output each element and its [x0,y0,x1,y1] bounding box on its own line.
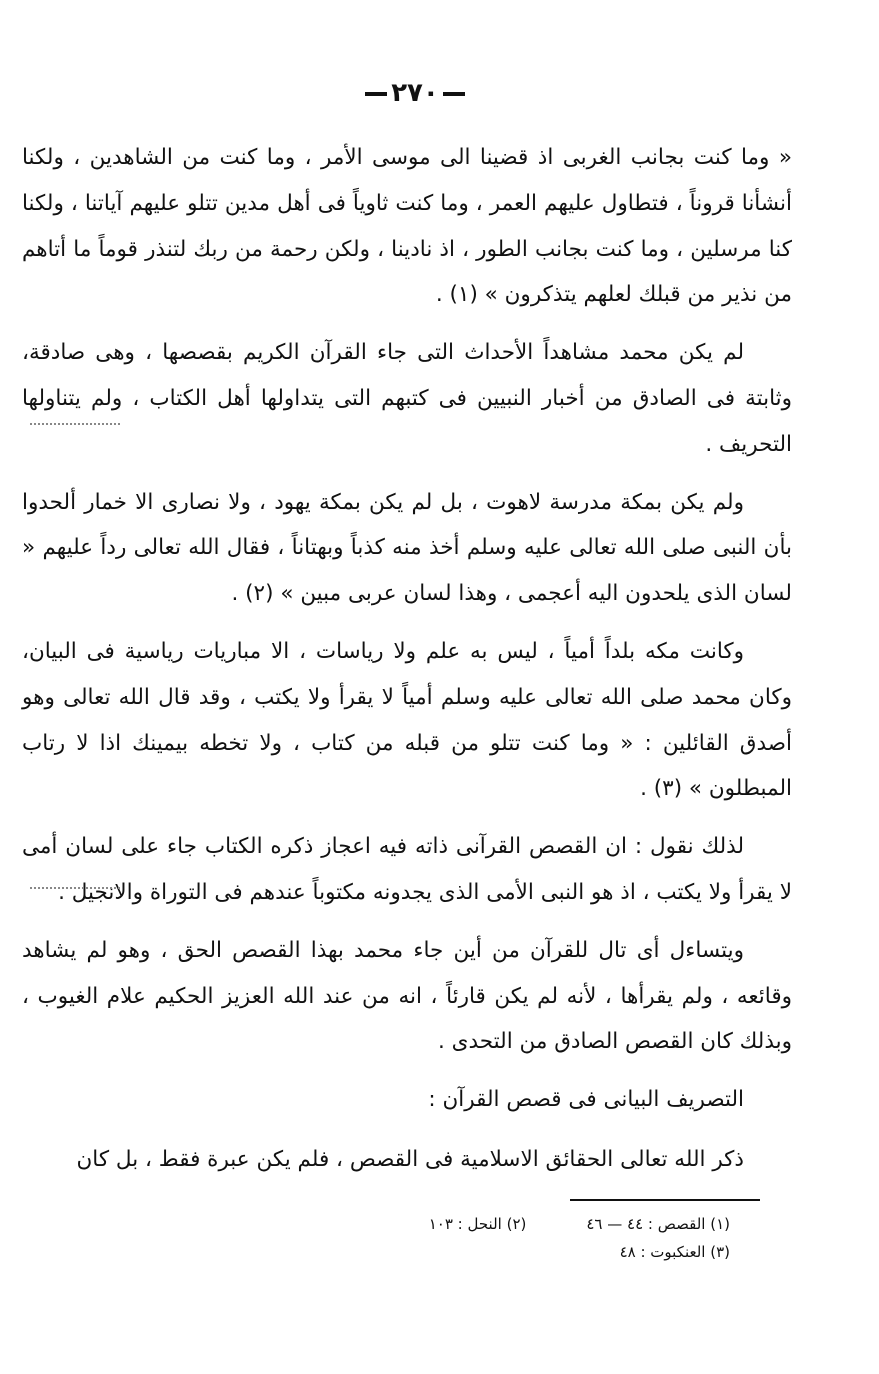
footnotes [300,1210,730,1266]
right-dash [443,92,465,96]
section-heading: التصريف البيانى فى قصص القرآن : [428,1087,744,1113]
page-number [350,78,480,108]
body-text [22,135,792,1195]
dotted-separator [30,887,120,889]
paragraph-6: ويتساءل أى تال للقرآن من أين جاء محمد بهذا القصص الحق ، وهو لم يشاهد وقائعه ، ولم يقرأها ، لأنه لم يكن قارئاً ، انه من عند الله العزيز الحكيم علام الغيوب ، وبذلك كان القصص الصادق من التحدى . [22,937,792,1055]
footnote-row [300,1238,730,1266]
paragraph-last: ذكر الله تعالى الحقائق الاسلامية فى القصص ، فلم يكن عبرة فقط ، بل كان [76,1146,744,1172]
paragraph-2: لم يكن محمد مشاهداً الأحداث التى جاء القرآن الكريم بقصصها ، وهى صادقة، وثابتة فى الصادق من أخبار النبيين فى كتبهم التى يتداولها أهل الكتاب ، ولم يتناولها التحريف . [22,340,792,457]
footnote-2: (٢) النحل : ١٠٣ [428,1215,527,1233]
page-number-text: ٢٧٠ [391,78,439,108]
paragraph-quote-1: « وما كنت بجانب الغربى اذ قضينا الى موسى الأمر ، وما كنت من الشاهدين ، ولكنا أنشأنا قروناً ، فتطاول عليهم العمر ، وما كنت ثاوياً فى أهل مدين تتلو عليهم آياتنا ، ولكنا كنا مرسلين ، وما كنت بجانب الطور ، اذ نادينا ، ولكن رحمة من ربك لتنذر قوماً ما أتاهم من نذير من قبلك لعلهم يتذكرون » (١) . [22,145,792,308]
paragraph-3: ولم يكن بمكة مدرسة لاهوت ، بل لم يكن بمكة يهود ، ولا نصارى الا خمار ألحدوا بأن النبى صلى الله تعالى عليه وسلم أخذ منه كذباً وبهتاناً ، فقال الله تعالى رداً عليهم « لسان الذى يلحدون اليه أعجمى ، وهذا لسان عربى مبين » (٢) . [22,489,792,607]
dotted-separator [30,423,120,425]
left-dash [365,92,387,96]
footnote-1: (١) القصص : ٤٤ — ٤٦ [586,1215,730,1233]
footnote-rule [570,1199,760,1201]
paragraph-4: وكانت مكه بلداً أمياً ، ليس به علم ولا رياسات ، الا مباريات رياسية فى البيان، وكان محمد صلى الله تعالى عليه وسلم أمياً لا يقرأ ولا يكتب ، وقد قال الله تعالى وهو أصدق القائلين : « وما كنت تتلو من قبله من كتاب ، ولا تخطه بيمينك اذا لا رتاب المبطلون » (٣) . [22,638,792,802]
footnote-row [300,1210,730,1238]
paragraph-5: لذلك نقول : ان القصص القرآنى ذاته فيه اعجاز ذكره الكتاب جاء على لسان أمى لا يقرأ ولا يكتب ، اذ هو النبى الأمى الذى يجدونه مكتوباً عندهم فى التوراة والانجيل . [22,834,792,905]
footnote-3: (٣) العنكبوت : ٤٨ [619,1243,730,1261]
